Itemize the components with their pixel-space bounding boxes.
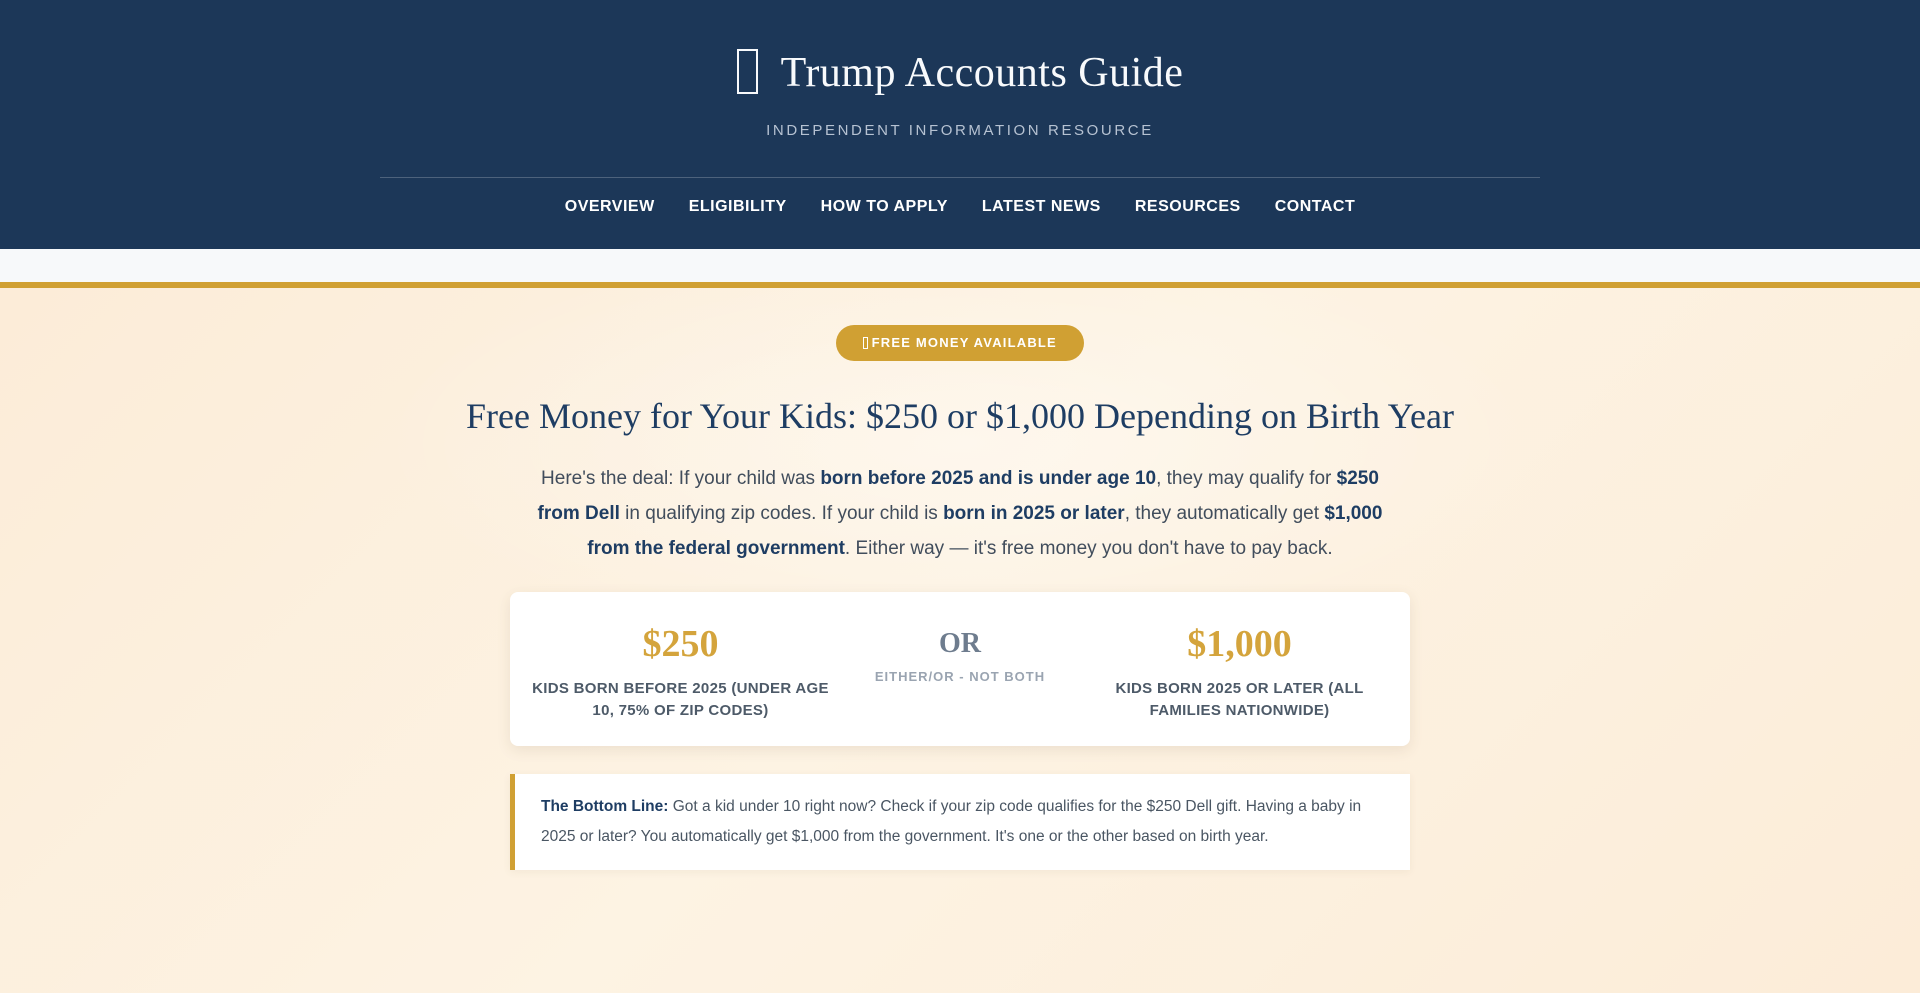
comparison-left [528,622,833,722]
amount-250: $250 [642,623,719,666]
amount-1000-label: KIDS BORN 2025 OR LATER (ALL FAMILIES NATIONWIDE) [1115,680,1364,720]
nav-item-overview[interactable]: OVERVIEW [564,198,655,216]
hero-heading: Free Money for Your Kids: $250 or $1,000 Depending on Birth Year [466,395,1454,436]
hero-section [0,288,1920,993]
bottom-line-callout [510,774,1410,870]
nav-item-how-to-apply[interactable]: HOW TO APPLY [820,198,948,216]
intro-bold-segment: born in 2025 or later [943,502,1125,524]
comparison-middle [833,622,1087,684]
comparison-card [510,592,1410,746]
comparison-right [1087,622,1392,722]
or-label: OR [939,628,981,660]
intro-text-segment: , they may qualify for [1156,467,1337,489]
header-spacer-strip [0,249,1920,282]
building-icon [737,49,758,93]
intro-text-segment: . Either way — it's free money you don't have to pay back. [844,537,1333,559]
main-nav [0,198,1920,216]
intro-paragraph [520,462,1400,567]
intro-bold-segment: born before 2025 and is under age 10 [820,467,1157,489]
nav-item-resources[interactable]: RESOURCES [1134,198,1241,216]
nav-item-eligibility[interactable]: ELIGIBILITY [688,198,787,216]
bottom-line-lead: The Bottom Line: [541,797,669,815]
intro-text-segment: Here's the deal: If your child was [541,467,821,489]
amount-250-label: KIDS BORN BEFORE 2025 (UNDER AGE 10, 75% OF ZIP CODES) [532,680,829,720]
header-divider [380,177,1540,178]
coin-icon [863,337,868,349]
nav-item-contact[interactable]: CONTACT [1274,198,1356,216]
badge-label: FREE MONEY AVAILABLE [871,335,1057,350]
page-title [0,48,1920,98]
intro-bold-segment: $1,000 from the federal government [587,502,1383,559]
site-title-text: Trump Accounts Guide [780,50,1184,96]
amount-1000: $1,000 [1187,623,1292,666]
either-or-note: EITHER/OR - NOT BOTH [874,669,1046,685]
free-money-badge [836,325,1084,361]
bottom-line-text: Got a kid under 10 right now? Check if your zip code qualifies for the $250 Dell gift. Having a baby in 2025 or later? You automatically get $1,000 from the government. It's one or the other based on birth year. [541,797,1362,846]
intro-text-segment: in qualifying zip codes. If your child is [619,502,944,524]
nav-item-latest-news[interactable]: LATEST NEWS [981,198,1101,216]
site-header [0,0,1920,249]
intro-text-segment: , they automatically get [1124,502,1325,524]
site-tagline: INDEPENDENT INFORMATION RESOURCE [766,122,1154,140]
intro-bold-segment: $250 from Dell [537,467,1379,524]
